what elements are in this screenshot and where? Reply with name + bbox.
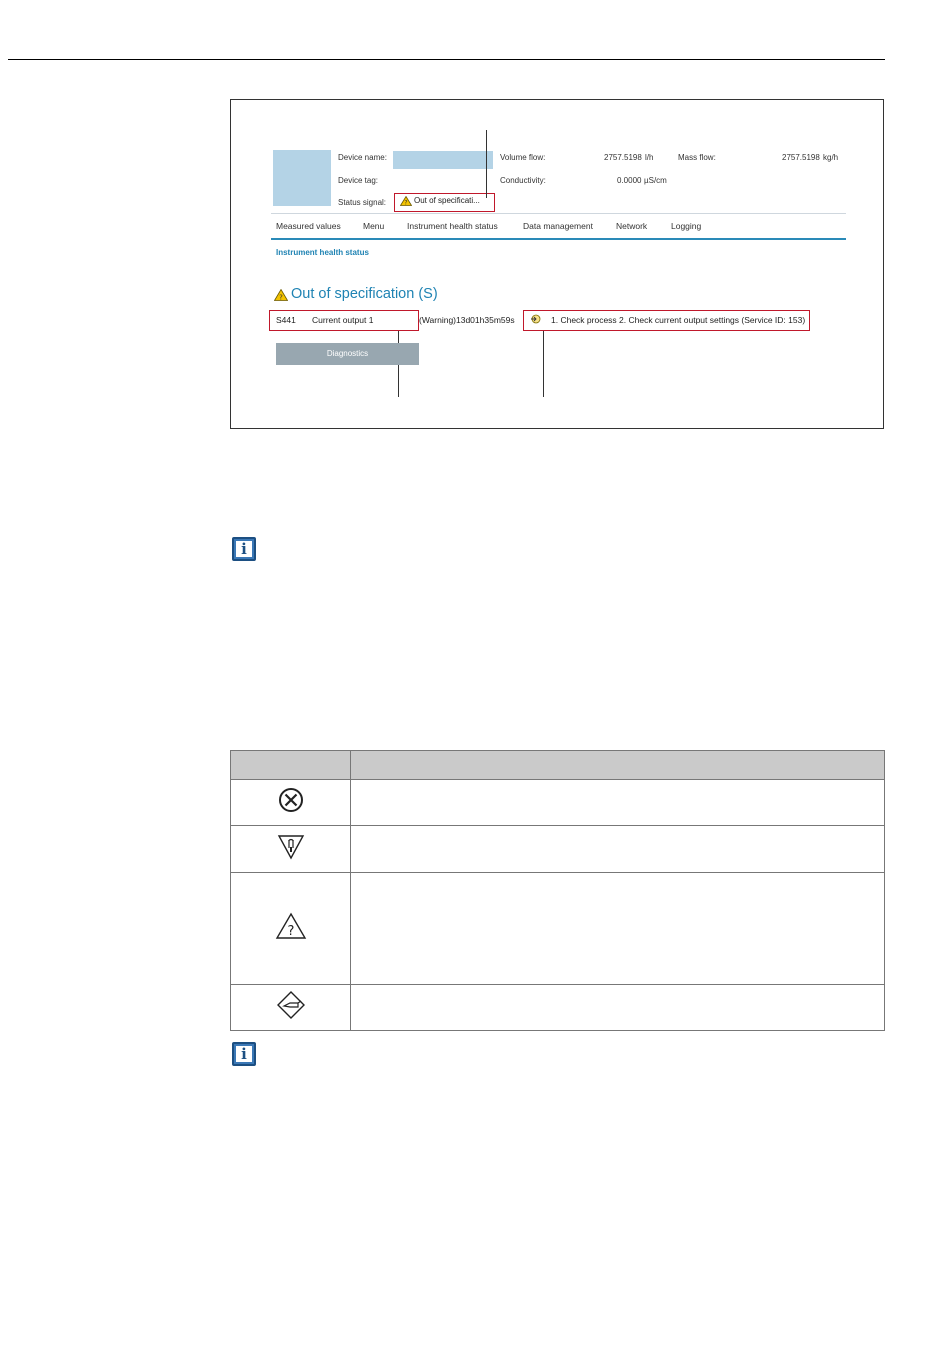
info-icon: i [232,1042,256,1066]
tab-network[interactable]: Network [616,221,648,231]
svg-text:?: ? [287,924,294,939]
tab-measured-values[interactable]: Measured values [276,221,341,231]
info-icon: i [232,537,256,561]
table-row [231,985,885,1031]
conductivity-unit: µS/cm [644,176,667,185]
callout-line-3 [543,331,544,397]
table-header-cell [351,751,885,780]
maintenance-required-icon [276,990,306,1020]
table-text-cell [351,826,885,873]
status-heading: Out of specification (S) [291,286,438,302]
warning-icon [400,196,412,206]
table-icon-cell [231,780,351,826]
volume-flow-unit: l/h [645,153,654,162]
failure-icon [276,785,306,815]
status-signal-value: Out of specificati... [414,196,480,205]
mass-flow-label: Mass flow: [678,153,716,162]
table-icon-cell [231,985,351,1031]
conductivity-label: Conductivity: [500,176,546,185]
tab-data-management[interactable]: Data management [523,221,593,231]
table-icon-cell [231,826,351,873]
device-name-field [393,151,493,169]
nav-bottom-rule [271,238,846,240]
table-header-cell [231,751,351,780]
callout-line-1 [486,130,487,198]
diagnostics-button[interactable]: Diagnostics [276,343,419,365]
table-text-cell [351,873,885,985]
tab-logging[interactable]: Logging [671,221,702,231]
volume-flow-value: 2757.5198 [604,153,642,162]
function-check-icon [276,832,306,862]
tab-menu[interactable]: Menu [363,221,385,231]
table-row [231,780,885,826]
svg-text:?: ? [404,199,408,206]
mass-flow-unit: kg/h [823,153,839,162]
table-text-cell [351,780,885,826]
status-signal-table [230,750,885,1031]
tab-instrument-health-status[interactable]: Instrument health status [407,221,498,231]
diagnostic-name: Current output 1 [312,315,374,325]
table-row [231,873,885,985]
remedy-icon [530,314,541,324]
device-image-placeholder [273,150,331,206]
status-signal-label: Status signal: [338,198,387,207]
out-of-specification-icon [275,911,307,941]
diagnostic-time: (Warning)13d01h35m59s [419,315,515,325]
page-header-rule [8,59,885,60]
out-of-spec-warning-icon [274,289,288,301]
device-tag-label: Device tag: [338,176,379,185]
table-text-cell [351,985,885,1031]
table-row [231,826,885,873]
conductivity-value: 0.0000 [617,176,642,185]
remedy-text: 1. Check process 2. Check current output settings (Service ID: 153) [551,315,806,325]
webserver-figure [230,99,884,429]
mass-flow-value: 2757.5198 [782,153,820,162]
table-icon-cell [231,873,351,985]
svg-text:?: ? [279,293,283,301]
nav-top-rule [271,213,846,214]
diagnostic-code: S441 [276,315,296,325]
volume-flow-label: Volume flow: [500,153,546,162]
section-title: Instrument health status [276,248,369,257]
device-name-label: Device name: [338,153,387,162]
table-header-row [231,751,885,780]
